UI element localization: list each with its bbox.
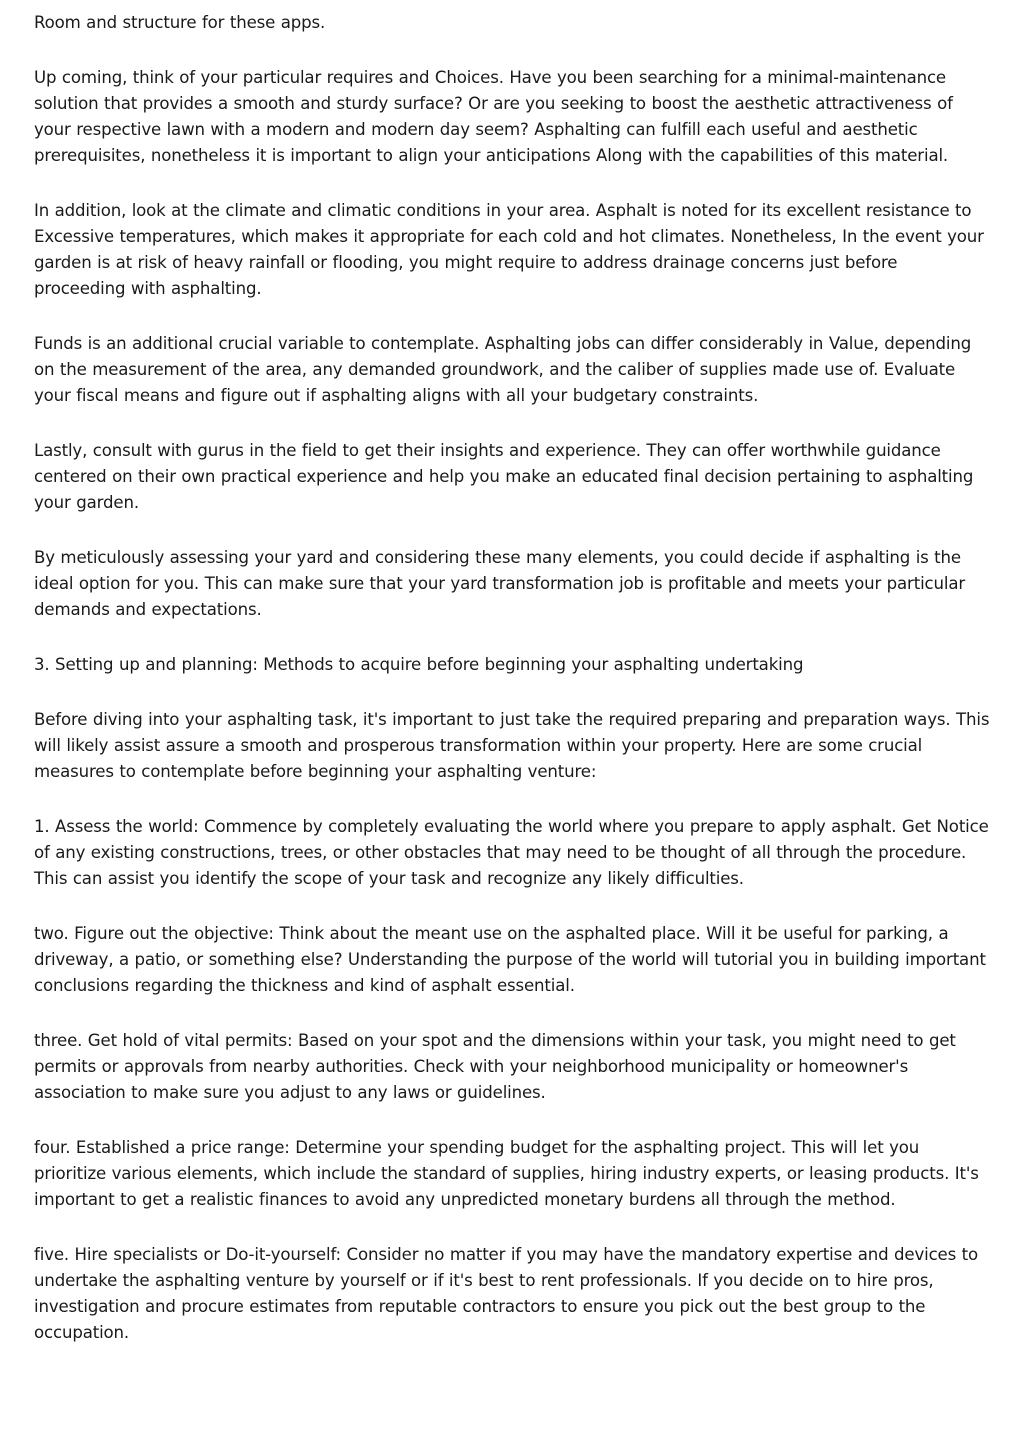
paragraph-assessing-yard: By meticulously assessing your yard and considering these many elements, you could decide if asphalting is the ideal option for you. This can make sure that your yard transformation job is profitable and meets your particular demands and expectations. (34, 548, 966, 619)
document-page (34, 10, 990, 1375)
list-item-objective: two. Figure out the objective: Think about the meant use on the asphalted place. Will it be useful for parking, a driveway, a patio, or something else? Understanding the purpose of the world will tutorial you in building important conclusions regarding the thickness and kind of asphalt essential. (34, 924, 986, 995)
paragraph-funds: Funds is an additional crucial variable to contemplate. Asphalting jobs can differ considerably in Value, depending on the measurement of the area, any demanded groundwork, and the caliber of supplies made use of. Evaluate your fiscal means and figure out if asphalting aligns with all your budgetary constraints. (34, 334, 972, 405)
paragraph-consult-gurus: Lastly, consult with gurus in the field to get their insights and experience. They can offer worthwhile guidance centered on their own practical experience and help you make an educated final decision pertaining to asphalting your garden. (34, 441, 974, 512)
list-item-hire-specialists: five. Hire specialists or Do-it-yourself: Consider no matter if you may have the mandatory expertise and devices to undertake the asphalting venture by yourself or if it's best to rent professionals. If you decide on to hire pros, investigation and procure estimates from reputable contractors to ensure you pick out the best group to the occupation. (34, 1245, 978, 1342)
paragraph-intro-fragment: Room and structure for these apps. (34, 13, 326, 32)
list-item-permits: three. Get hold of vital permits: Based on your spot and the dimensions within your task, you might need to get permits or approvals from nearby authorities. Check with your neighborhood municipality or homeowner's association to make sure you adjust to any laws or guidelines. (34, 1031, 956, 1102)
list-item-price-range: four. Established a price range: Determine your spending budget for the asphalting project. This will let you prioritize various elements, which include the standard of supplies, hiring industry experts, or leasing products. It's important to get a realistic finances to avoid any unpredicted monetary burdens all through the method. (34, 1138, 979, 1209)
paragraph-climate: In addition, look at the climate and climatic conditions in your area. Asphalt is noted for its excellent resistance to Excessive temperatures, which makes it appropriate for each cold and hot climates. Nonetheless, In the event your garden is at risk of heavy rainfall or flooding, you might require to address drainage concerns just before proceeding with asphalting. (34, 201, 984, 298)
paragraph-needs-and-choices: Up coming, think of your particular requires and Choices. Have you been searching for a minimal-maintenance solution that provides a smooth and sturdy surface? Or are you seeking to boost the aesthetic attractiveness of your respective lawn with a modern and modern day seem? Asphalting can fulfill each useful and aesthetic prerequisites, nonetheless it is important to align your anticipations Along with the capabilities of this material. (34, 68, 953, 165)
paragraph-before-diving: Before diving into your asphalting task, it's important to just take the required preparing and preparation ways. This will likely assist assure a smooth and prosperous transformation within your property. Here are some crucial measures to contemplate before beginning your asphalting venture: (34, 710, 990, 781)
section-heading-setting-up: 3. Setting up and planning: Methods to acquire before beginning your asphalting undertaking (34, 655, 804, 674)
list-item-assess-world: 1. Assess the world: Commence by completely evaluating the world where you prepare to apply asphalt. Get Notice of any existing constructions, trees, or other obstacles that may need to be thought of all through the procedure. This can assist you identify the scope of your task and recognize any likely difficulties. (34, 817, 989, 888)
